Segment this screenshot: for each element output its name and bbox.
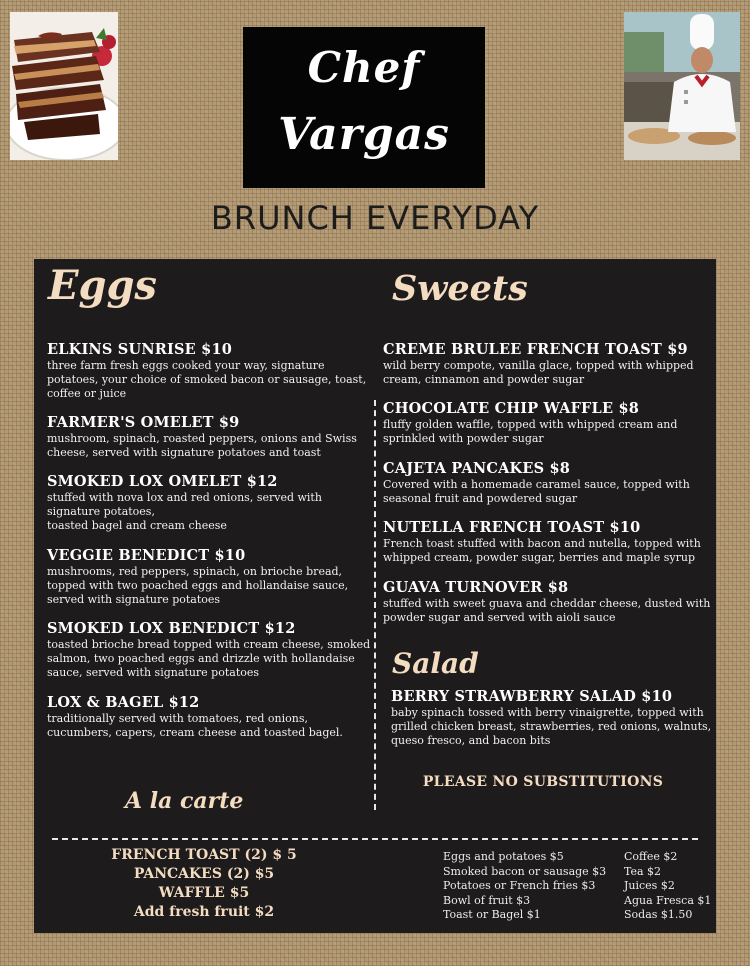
menu-item-title: SMOKED LOX BENEDICT $12 [47,620,296,637]
menu-item-title: CAJETA PANCAKES $8 [383,460,571,477]
vertical-divider [374,400,376,810]
drink-item: Agua Fresca $1 [624,893,712,907]
menu-item-elkins-sunrise [47,340,366,401]
no-substitutions-notice: PLEASE NO SUBSTITUTIONS [422,774,664,790]
drink-item: Sodas $1.50 [624,908,693,921]
menu-item-farmers-omelet [47,413,357,460]
menu-item-smoked-lox-omelet [47,472,322,533]
menu-item-desc: coffee or juice [47,387,127,400]
menu-item-desc: seasonal fruit and powdered sugar [383,492,578,505]
drinks-list [624,850,711,923]
menu-item-title: LOX & BAGEL $12 [47,694,200,711]
menu-item-desc: mushroom, spinach, roasted peppers, onions and Swiss [47,432,357,445]
sweets-heading: Sweets [392,268,528,309]
menu-item-desc: toasted bagel and cream cheese [47,519,227,532]
menu-item-desc: baby spinach tossed with berry vinaigrette, topped with [391,706,704,719]
logo-line-chef: Chef [307,43,421,92]
side-item: Bowl of fruit $3 [443,893,531,907]
drink-item: Coffee $2 [624,850,678,863]
menu-item-desc: potatoes, your choice of smoked bacon or sausage, toast, [47,373,367,386]
menu-item-title: NUTELLA FRENCH TOAST $10 [383,519,641,536]
menu-item-desc: wild berry compote, vanilla glace, topped with whipped [383,359,694,372]
menu-item-desc: served with signature potatoes [47,593,221,606]
menu-item-chocolate-chip-waffle [383,399,677,446]
logo-line-vargas: Vargas [278,109,450,160]
menu-item-nutella-french-toast [383,518,701,565]
menu-item-title: GUAVA TURNOVER $8 [383,579,569,596]
menu-item-desc: three farm fresh eggs cooked your way, signature [47,359,325,372]
menu-item-desc: cheese, served with signature potatoes and toast [47,446,321,459]
menu-item-desc: topped with two poached eggs and hollandaise sauce, [47,579,349,592]
menu-item-title: VEGGIE BENEDICT $10 [47,547,246,564]
a-la-carte-item: FRENCH TOAST (2) $ 5 [111,847,297,863]
menu-item-desc: sprinkled with powder sugar [383,432,544,445]
a-la-carte-list [104,846,304,922]
a-la-carte-heading: A la carte [125,788,244,814]
menu-item-desc: grilled chicken breast, strawberries, red onions, walnuts, [391,720,712,733]
side-item: Toast or Bagel $1 [443,908,541,921]
menu-item-desc: French toast stuffed with bacon and nutella, topped with [383,537,701,550]
menu-item-desc: stuffed with sweet guava and cheddar cheese, dusted with [383,597,711,610]
menu-item-desc: powder sugar and served with aioli sauce [383,611,616,624]
menu-item-desc: cream, cinnamon and powder sugar [383,373,585,386]
menu-item-title: CHOCOLATE CHIP WAFFLE $8 [383,400,640,417]
french-toast-photo [10,12,118,160]
salad-heading: Salad [392,647,479,680]
menu-item-desc: traditionally served with tomatoes, red onions, [47,712,308,725]
menu-item-title: BERRY STRAWBERRY SALAD $10 [391,688,673,705]
french-toast-image [10,12,118,160]
menu-item-guava-turnover [383,578,710,625]
chef-image [624,12,740,160]
horizontal-divider [52,838,698,840]
menu-item-lox-bagel [47,693,343,740]
a-la-carte-item: WAFFLE $5 [158,885,250,901]
menu-item-desc: mushrooms, red peppers, spinach, on brioche bread, [47,565,343,578]
menu-item-desc: signature potatoes, [47,505,155,518]
drink-item: Juices $2 [624,879,675,892]
menu-item-desc: salmon, two poached eggs and drizzle with hollandaise [47,652,355,665]
sides-list [443,850,606,923]
eggs-heading: Eggs [48,262,157,309]
menu-item-veggie-benedict [47,546,348,607]
page-title: BRUNCH EVERYDAY [210,199,540,237]
menu-item-desc: fluffy golden waffle, topped with whipped cream and [383,418,678,431]
menu-item-desc: Covered with a homemade caramel sauce, topped with [383,478,690,491]
menu-item-desc: toasted brioche bread topped with cream cheese, smoked [47,638,371,651]
menu-item-title: CREME BRULEE FRENCH TOAST $9 [383,341,688,358]
side-item: Eggs and potatoes $5 [443,850,564,863]
menu-item-desc: sauce, served with signature potatoes [47,666,260,679]
menu-item-title: ELKINS SUNRISE $10 [47,341,233,358]
menu-item-cajeta-pancakes [383,459,690,506]
menu-item-desc: stuffed with nova lox and red onions, served with [47,491,322,504]
a-la-carte-item: Add fresh fruit $2 [133,904,275,920]
menu-item-creme-brulee-french-toast [383,340,694,387]
menu-item-title: SMOKED LOX OMELET $12 [47,473,278,490]
a-la-carte-item: PANCAKES (2) $5 [133,866,275,882]
drink-item: Tea $2 [624,864,662,878]
side-item: Smoked bacon or sausage $3 [443,864,607,878]
menu-item-title: FARMER'S OMELET $9 [47,414,240,431]
chef-vargas-logo [243,27,485,188]
menu-item-smoked-lox-benedict [47,619,370,680]
chef-photo [624,12,740,160]
menu-item-berry-strawberry-salad [391,687,711,748]
side-item: Potatoes or French fries $3 [443,879,596,892]
menu-item-desc: cucumbers, capers, cream cheese and toasted bagel. [47,726,343,739]
menu-item-desc: whipped cream, powder sugar, berries and maple syrup [383,551,696,564]
menu-item-desc: queso fresco, and bacon bits [391,734,551,747]
